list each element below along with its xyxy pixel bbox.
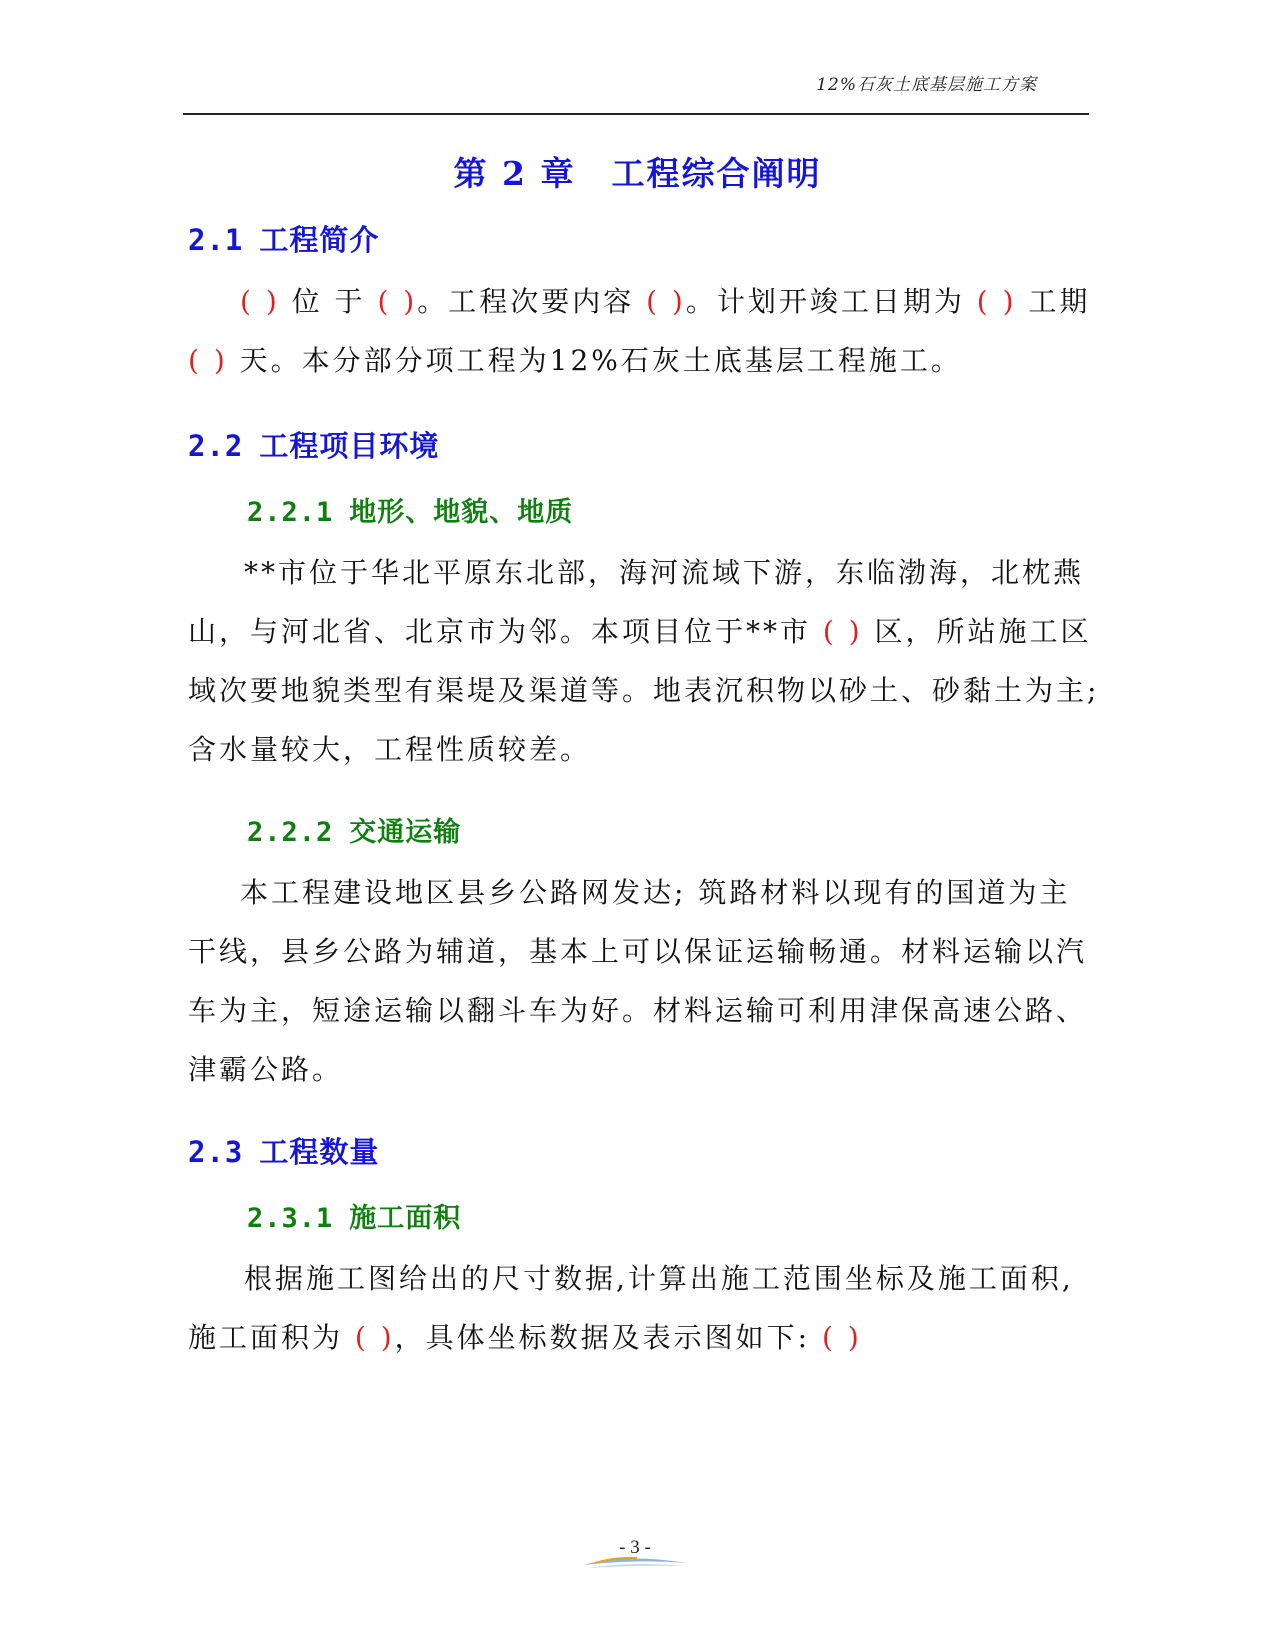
- blank-field: ( ): [354, 1321, 395, 1354]
- text-run: 山，与河北省、北京市为邻。本项目位于**市: [188, 615, 823, 648]
- paragraph-line: 含水量较大，工程性质较差。: [188, 733, 592, 766]
- blank-field: ( ): [240, 285, 280, 318]
- section-number: 2.2: [188, 429, 244, 463]
- section-number: 2.1: [188, 223, 244, 257]
- page-footer: [575, 1535, 695, 1575]
- paragraph-line: [188, 602, 1092, 661]
- section-2-2-2-heading: [247, 810, 461, 849]
- header-title: 12%石灰土底基层施工方案: [816, 75, 1037, 95]
- text-run: 工期: [1016, 285, 1091, 318]
- section-number: 2.2.2: [247, 817, 334, 848]
- section-number: 2.3.1: [247, 1203, 334, 1234]
- paragraph-line: **市位于华北平原东北部，海河流域下游，东临渤海，北枕燕: [244, 556, 1085, 589]
- section-title: 施工面积: [349, 1203, 462, 1234]
- paragraph-line: [188, 1308, 1088, 1367]
- blank-field: ( ): [188, 344, 228, 377]
- section-title: 地形、地貌、地质: [349, 497, 574, 528]
- paragraph-line: [188, 331, 1088, 390]
- section-title: 工程简介: [259, 223, 380, 257]
- blank-field: ( ): [822, 615, 863, 648]
- section-2-2-1-paragraph: [188, 543, 1100, 779]
- paragraph-line: 车为主，短途运输以翻斗车为好。材料运输可利用津保高速公路、: [188, 994, 1088, 1027]
- text-run: 天。本分部分项工程为12%石灰土底基层工程施工。: [227, 344, 962, 377]
- blank-field: ( ): [646, 285, 686, 318]
- section-2-2-1-heading: [247, 490, 573, 529]
- text-run: 施工面积为: [188, 1321, 355, 1354]
- section-2-2-2-paragraph: [188, 863, 1088, 1099]
- chapter-heading: [0, 148, 1275, 195]
- text-run: 。工程次要内容: [417, 285, 647, 318]
- section-2-3-1-heading: [247, 1196, 461, 1235]
- section-2-1-heading: [188, 218, 379, 259]
- paragraph-line: 域次要地貌类型有渠堤及渠道等。地表沉积物以砂土、砂黏土为主;: [188, 674, 1100, 707]
- section-2-3-heading: [188, 1130, 379, 1171]
- section-title: 交通运输: [349, 817, 462, 848]
- text-run: 位 于: [279, 285, 378, 318]
- section-title: 工程数量: [259, 1135, 380, 1169]
- paragraph-line: 根据施工图给出的尺寸数据,计算出施工范围坐标及施工面积,: [244, 1262, 1074, 1295]
- paragraph-line: 本工程建设地区县乡公路网发达; 筑路材料以现有的国道为主: [240, 876, 1071, 909]
- chapter-title: 工程综合阐明: [611, 154, 822, 193]
- blank-field: ( ): [822, 1321, 862, 1354]
- section-2-3-1-paragraph: [188, 1249, 1088, 1367]
- paragraph-line: 干线，县乡公路为辅道，基本上可以保证运输畅通。材料运输以汽: [188, 935, 1088, 968]
- section-number: 2.2.1: [247, 497, 334, 528]
- section-number: 2.3: [188, 1135, 244, 1169]
- section-2-1-paragraph: [188, 272, 1091, 390]
- header-divider: [183, 113, 1089, 115]
- section-title: 工程项目环境: [259, 429, 440, 463]
- blank-field: ( ): [976, 285, 1017, 318]
- text-run: 区，所站施工区: [862, 615, 1092, 648]
- section-2-2-heading: [188, 424, 439, 465]
- blank-field: ( ): [377, 285, 418, 318]
- chapter-number: 第 2 章: [453, 154, 576, 193]
- text-run: ，具体坐标数据及表示图如下:: [394, 1321, 822, 1354]
- text-run: 。计划开竣工日期为: [685, 285, 977, 318]
- paragraph-line: [188, 272, 1091, 331]
- page-number: - 3 -: [619, 1537, 651, 1558]
- paragraph-line: 津霸公路。: [188, 1053, 344, 1086]
